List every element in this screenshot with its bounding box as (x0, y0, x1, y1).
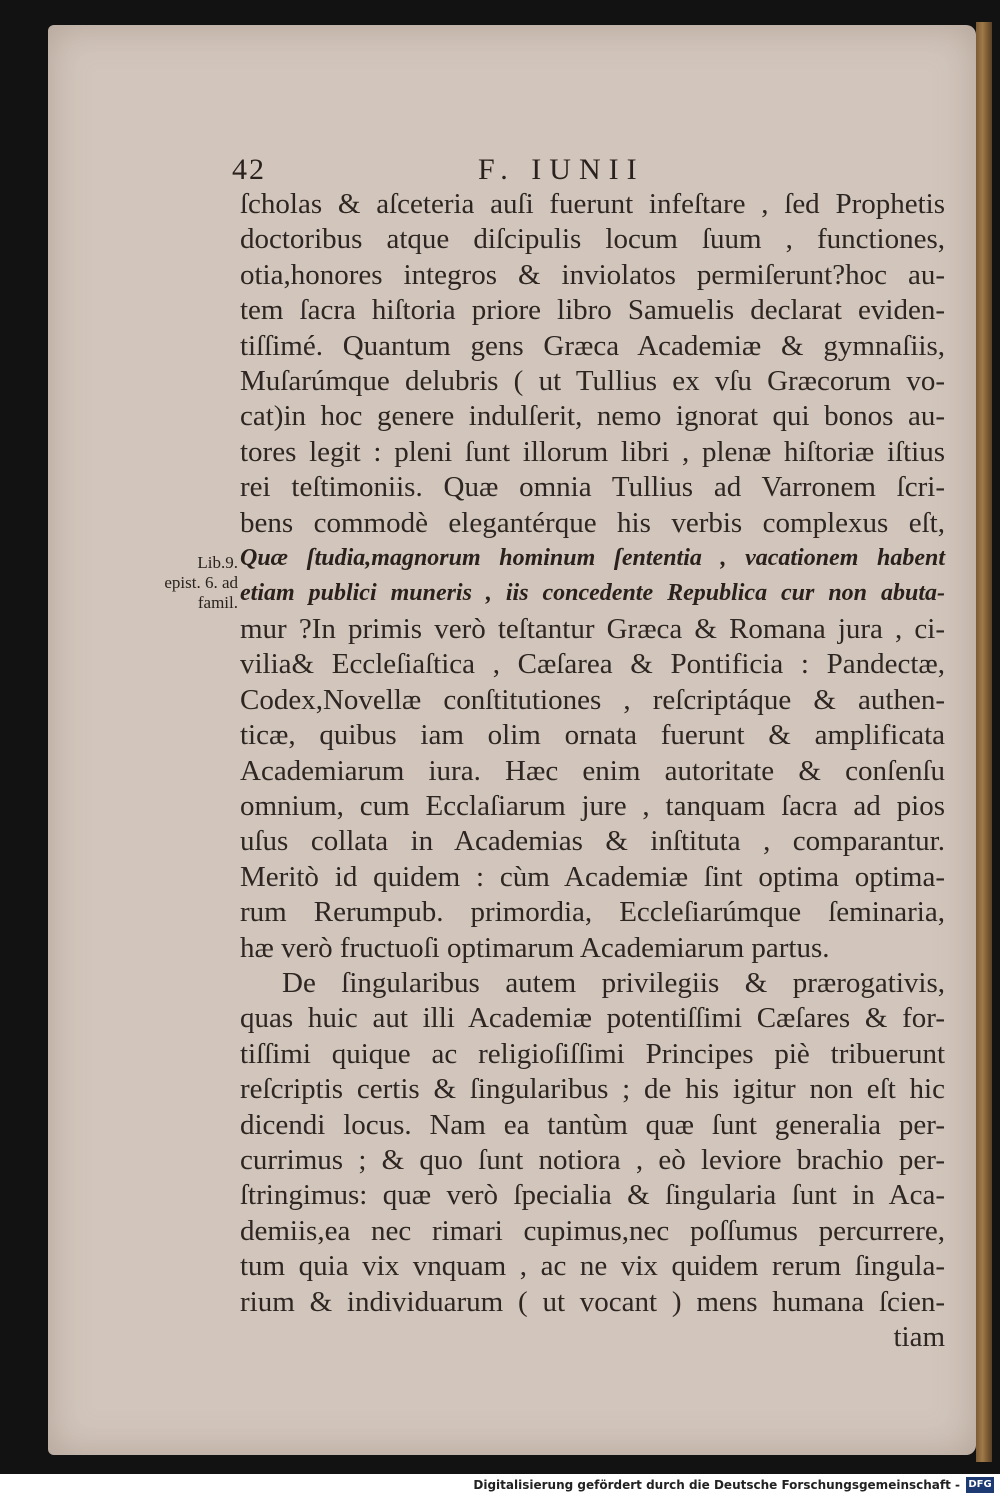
text-line: uſus collata in Academias & inſtituta , comparantur. (240, 825, 945, 858)
book-page (48, 25, 976, 1455)
text-line: reſcriptis certis & ſingularibus ; de his igitur non eſt hic (240, 1073, 945, 1106)
page-number: 42 (232, 153, 266, 186)
text-line: Academiarum iura. Hæc enim autoritate & conſenſu (240, 754, 945, 787)
book-gutter (976, 22, 992, 1462)
text-line: demiis,ea nec rimari cupimus,nec poſſumus percurrere, (240, 1214, 945, 1247)
running-head: F. IUNII (478, 153, 645, 186)
text-line: tiſſimi quique ac religioſiſſimi Principes piè tribuerunt (240, 1037, 945, 1070)
text-line: mur ?In primis verò teſtantur Græca & Romana jura , ci- (240, 612, 945, 645)
text-line: rium & individuarum ( ut vocant ) mens humana ſcien- (240, 1285, 945, 1318)
text-line: currimus ; & quo ſunt notiora , eò leviore brachio per- (240, 1143, 945, 1176)
text-line: hæ verò fructuoſi optimarum Academiarum partus. (240, 931, 830, 964)
margin-note-line: epist. 6. ad (164, 573, 238, 592)
text-line: tores legit : pleni ſunt illorum libri , plenæ hiſtoriæ iſtius (240, 435, 945, 468)
quotation-line: etiam publici muneris , iis concedente Republica cur non abuta- (240, 580, 945, 607)
margin-note-line: famil. (197, 593, 238, 612)
text-line: quas huic aut illi Academiæ potentiſſimi Cæſares & for- (240, 1002, 945, 1035)
body-text (240, 187, 945, 1355)
text-line: tiſſimé. Quantum gens Græca Academiæ & gymnaſiis, (240, 329, 945, 362)
dfg-logo-icon: DFG (966, 1477, 994, 1493)
text-line: bens commodè elegantérque his verbis complexus eſt, (240, 506, 945, 539)
text-line: vilia& Eccleſiaſtica , Cæſarea & Pontificia : Pandectæ, (240, 648, 945, 681)
text-line: Codex,Novellæ conſtitutiones , reſcriptáque & authen- (240, 683, 945, 716)
catchword: tiam (893, 1321, 945, 1353)
quotation-line: Quæ ſtudia,magnorum hominum ſententia , vacationem habent (240, 545, 945, 572)
text-line: dicendi locus. Nam ea tantùm quæ ſunt generalia per- (240, 1108, 945, 1141)
text-line: tum quia vix vnquam , ac ne vix quidem rerum ſingula- (240, 1250, 945, 1283)
text-line: omnium, cum Ecclaſiarum jure , tanquam ſacra ad pios (240, 789, 945, 822)
paragraph-start-line: De ſingularibus autem privilegiis & prærogativis, (282, 966, 945, 999)
text-line: ticæ, quibus iam olim ornata fuerunt & amplificata (240, 719, 945, 752)
text-line: tem ſacra hiſtoria priore libro Samuelis declarat eviden- (240, 294, 945, 327)
funding-notice: Digitalisierung gefördert durch die Deutsche Forschungsgemeinschaft - (473, 1478, 960, 1492)
text-line: ſcholas & aſceteria auſi fuerunt infeſtare , ſed Prophetis (240, 188, 945, 220)
text-line: cat)in hoc genere indulſerit, nemo ignorat qui bonos au- (240, 400, 945, 433)
text-line: Muſarúmque delubris ( ut Tullius ex vſu Græcorum vo- (240, 365, 945, 398)
digitization-footer (0, 1474, 1000, 1499)
margin-note-line: Lib.9. (197, 553, 238, 572)
text-line: rei teſtimoniis. Quæ omnia Tullius ad Varronem ſcri- (240, 471, 945, 504)
text-line: ſtringimus: quæ verò ſpecialia & ſingularia ſunt in Aca- (240, 1179, 945, 1212)
text-line: rum Rerumpub. primordia, Eccleſiarúmque ſeminaria, (240, 896, 945, 929)
text-line: otia,honores integros & inviolatos permiſerunt?hoc au- (240, 258, 945, 291)
margin-note (128, 553, 238, 613)
text-line: Meritò id quidem : cùm Academiæ ſint optima optima- (240, 860, 945, 893)
text-line: doctoribus atque diſcipulis locum ſuum , functiones, (240, 223, 945, 256)
